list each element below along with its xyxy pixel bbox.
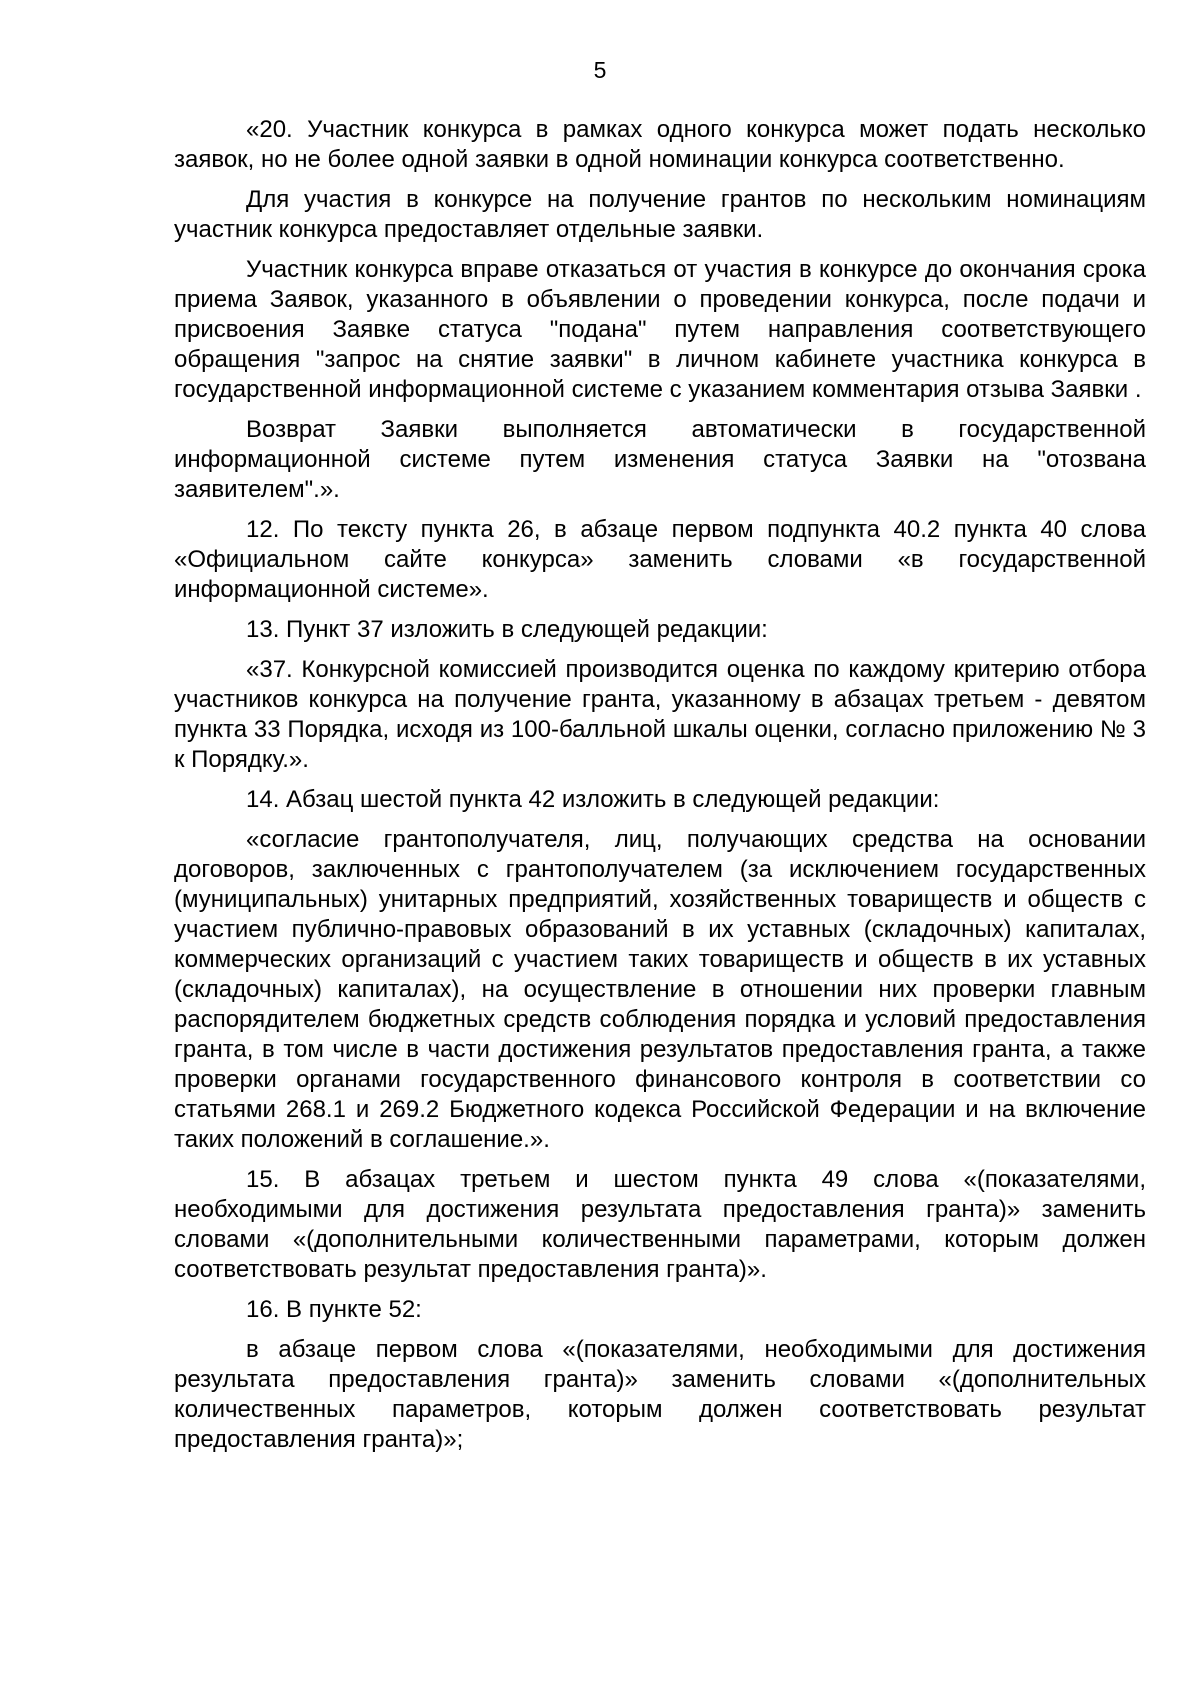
paragraph-first-paragraph-change: в абзаце первом слова «(показателями, необходимыми для достижения результата предоставления гранта)» заменить словами «(дополнительных количественных параметров, которым должен соответствовать результат предоставления гранта)»; xyxy=(174,1336,1146,1453)
paragraph-consent: «согласие грантополучателя, лиц, получающих средства на основании договоров, заключенных с грантополучателем (за исключением государственных (муниципальных) унитарных предприятий, хозяйственных товариществ и обществ с участием публично-правовых образований в их уставных (складочных) капиталах, коммерческих организаций с участием таких товариществ и обществ в их уставных (складочных) капиталах), на осуществление в отношении них проверки главным распорядителем бюджетных средств соблюдения порядка и условий предоставления гранта, в том числе в части достижения результатов предоставления гранта, а также проверки органами государственного финансового контроля в соответствии со статьями 268.1 и 269.2 Бюджетного кодекса Российской Федерации и на включение таких положений в соглашение.». xyxy=(174,826,1146,1153)
paragraph-point-13: 13. Пункт 37 изложить в следующей редакции: xyxy=(246,616,768,643)
paragraph-point-16: 16. В пункте 52: xyxy=(246,1296,422,1323)
document-body xyxy=(174,115,1146,1465)
paragraph-point-15: 15. В абзацах третьем и шестом пункта 49 слова «(показателями, необходимыми для достижения результата предоставления гранта)» заменить словами «(дополнительными количественными параметрами, которым должен соответствовать результат предоставления гранта)». xyxy=(174,1166,1146,1283)
paragraph-multiple-nominations: Для участия в конкурсе на получение грантов по нескольким номинациям участник конкурса предоставляет отдельные заявки. xyxy=(174,186,1146,243)
paragraph-item-20: «20. Участник конкурса в рамках одного конкурса может подать несколько заявок, но не более одной заявки в одной номинации конкурса соответственно. xyxy=(174,116,1146,173)
paragraph-withdrawal: Участник конкурса вправе отказаться от участия в конкурсе до окончания срока приема Заявок, указанного в объявлении о проведении конкурса, после подачи и присвоения Заявке статуса "подана" путем направления соответствующего обращения "запрос на снятие заявки" в личном кабинете участника конкурса в государственной информационной системе с указанием комментария отзыва Заявки . xyxy=(174,256,1146,403)
paragraph-item-37: «37. Конкурсной комиссией производится оценка по каждому критерию отбора участников конкурса на получение гранта, указанному в абзацах третьем - девятом пункта 33 Порядка, исходя из 100-балльной шкалы оценки, согласно приложению № 3 к Порядку.». xyxy=(174,656,1146,773)
page-number: 5 xyxy=(593,57,607,83)
paragraph-point-14: 14. Абзац шестой пункта 42 изложить в следующей редакции: xyxy=(246,786,940,813)
paragraph-return: Возврат Заявки выполняется автоматически в государственной информационной системе путем изменения статуса Заявки на "отозвана заявителем".». xyxy=(174,416,1146,503)
paragraph-point-12: 12. По тексту пункта 26, в абзаце первом подпункта 40.2 пункта 40 слова «Официальном сайте конкурса» заменить словами «в государственной информационной системе». xyxy=(174,516,1146,603)
